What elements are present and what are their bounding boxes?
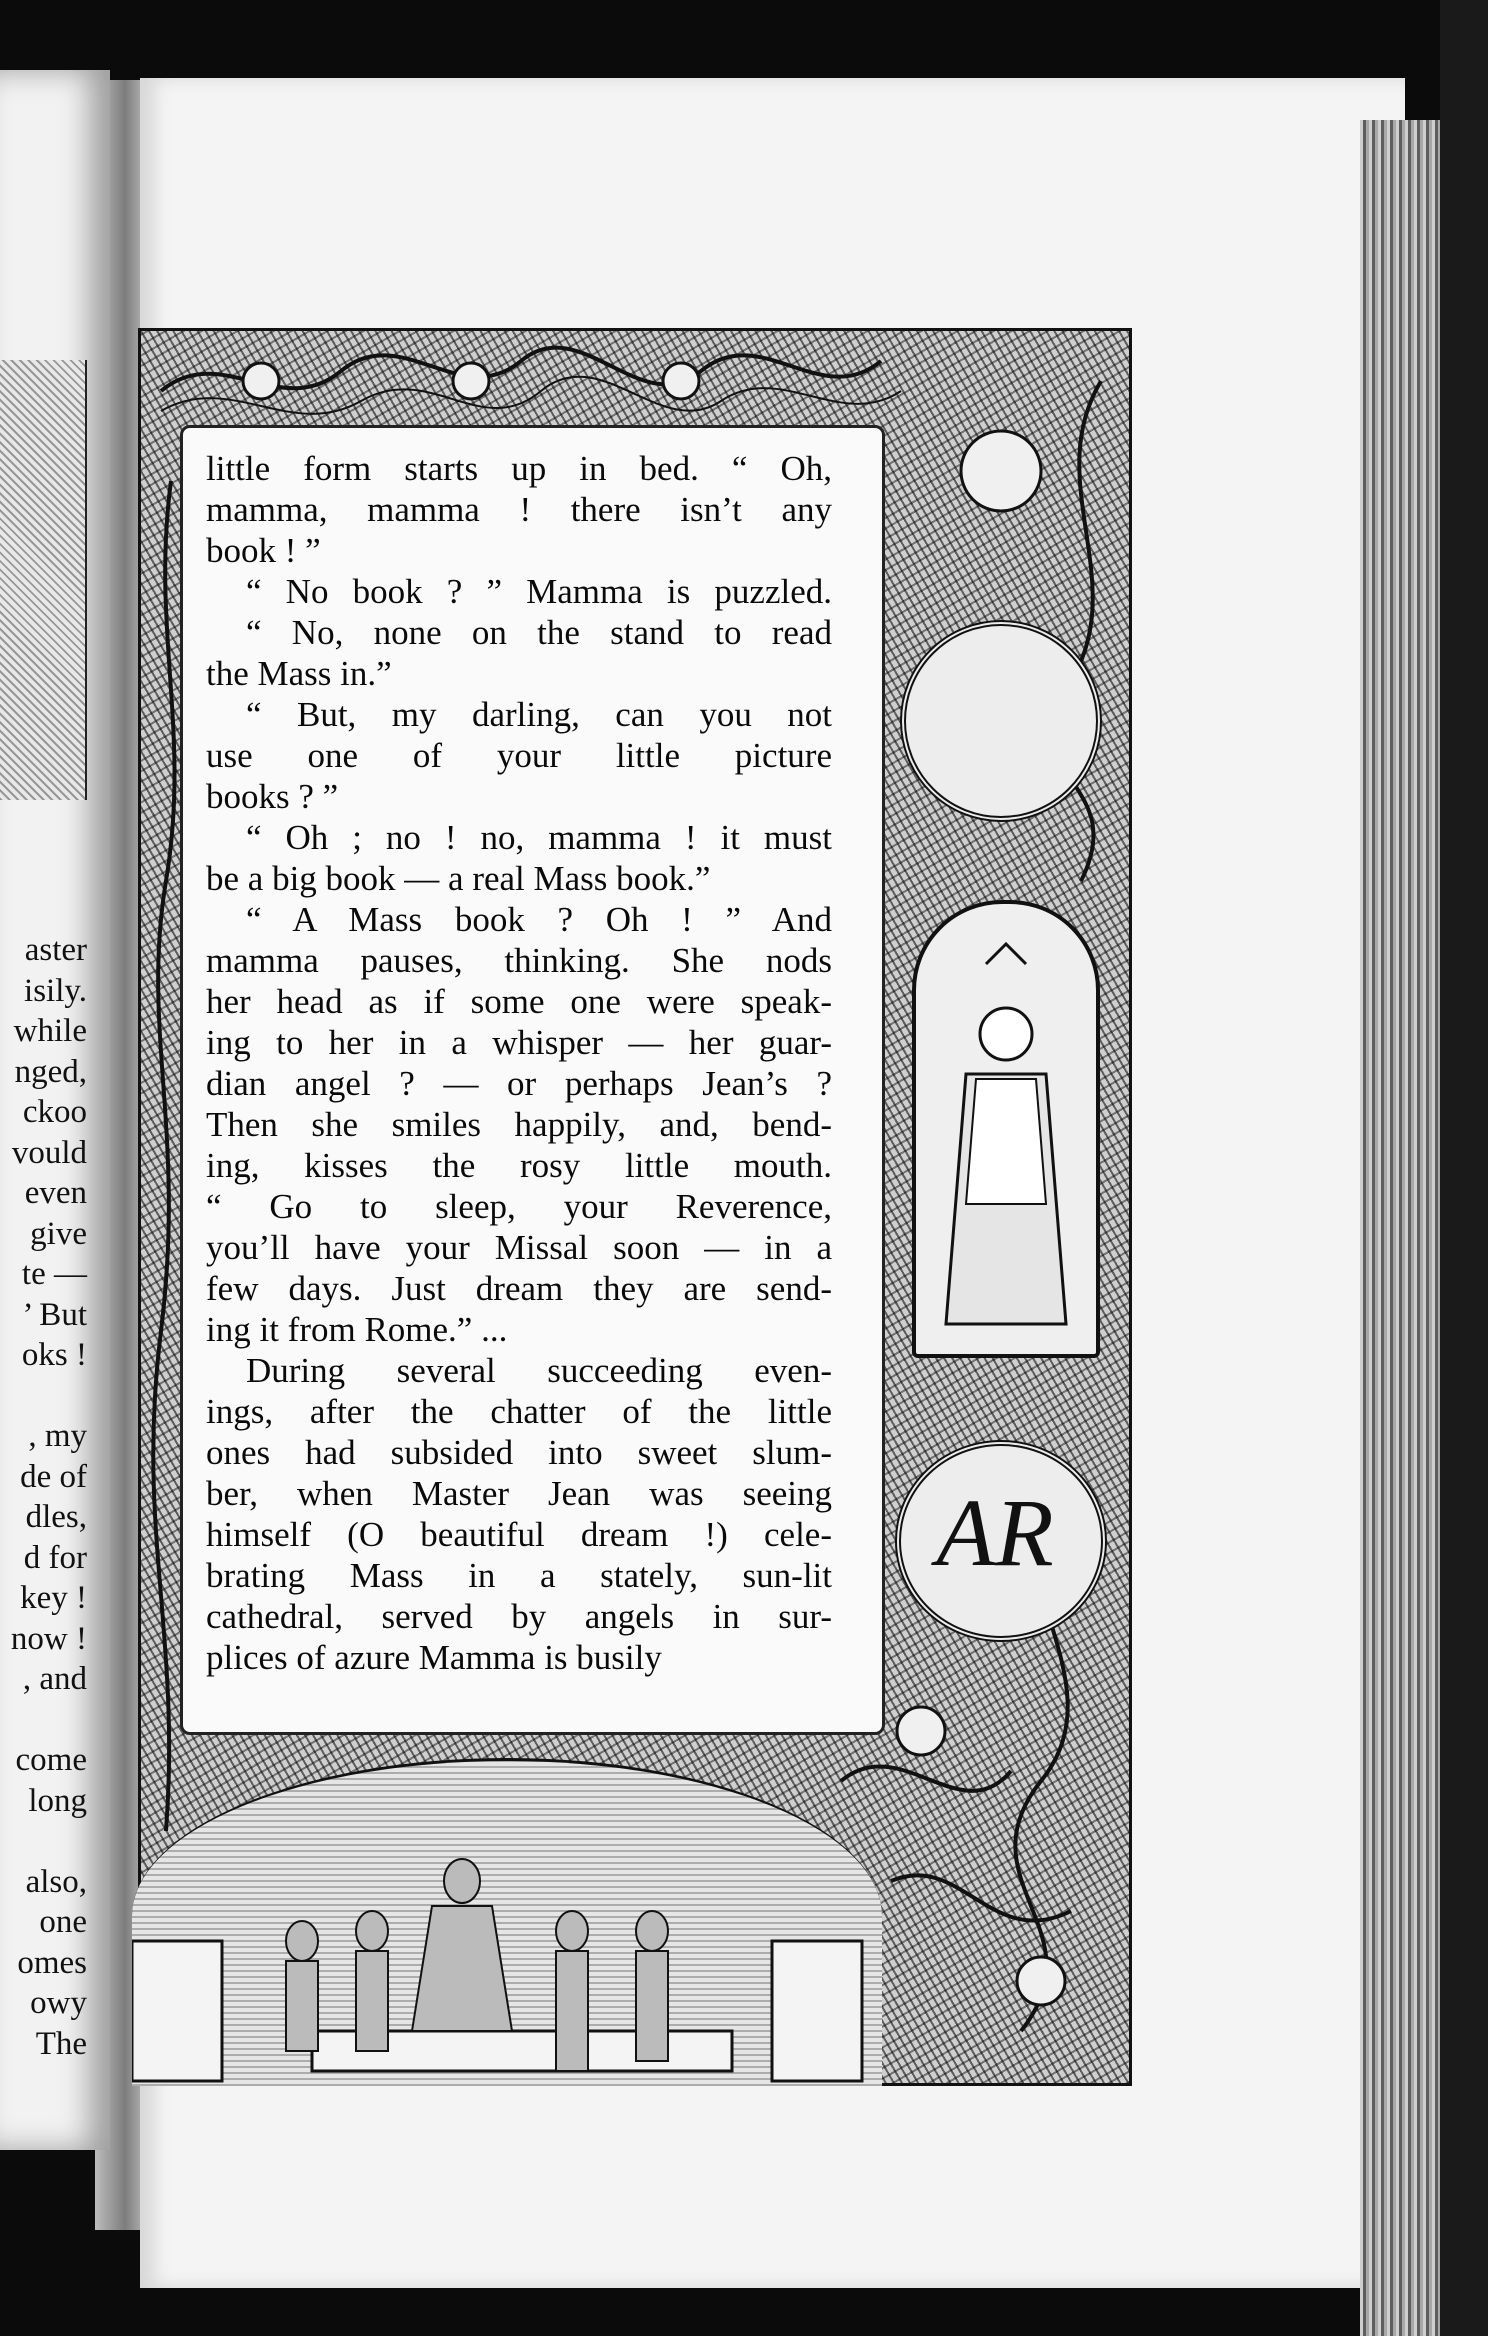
text-line: books ? ” (206, 777, 339, 816)
left-page-line: also, (25, 1863, 87, 1900)
left-page-line: vould (11, 1134, 87, 1171)
left-page-line: ckoo (22, 1094, 87, 1130)
text-line: ing, kisses the rosy little mouth. (206, 1146, 832, 1185)
book-edge-shadow (1440, 0, 1488, 2336)
text-line: “ Go to sleep, your Reverence, (206, 1187, 832, 1226)
text-line: “ A Mass book ? Oh ! ” And (246, 900, 832, 939)
left-page-line (0, 1700, 87, 1741)
text-line: ing to her in a whisper — her guar- (206, 1023, 832, 1062)
text-line: ones had subsided into sweet slum- (206, 1433, 832, 1472)
left-page-line: dles, (25, 1499, 87, 1535)
left-page-line: omes (17, 1944, 87, 1981)
left-page-text (0, 930, 87, 2064)
text-line: During several succeeding even- (246, 1351, 832, 1390)
left-page-line: key ! (20, 1580, 87, 1616)
left-page-line: ’ But (22, 1296, 87, 1333)
text-line: mamma pauses, thinking. She nods (206, 941, 832, 980)
text-line: ber, when Master Jean was seeing (206, 1474, 832, 1513)
left-page-line: d for (23, 1539, 87, 1576)
text-line: brating Mass in a stately, sun-lit (206, 1556, 832, 1595)
text-line: plices of azure Mamma is busily (206, 1638, 662, 1677)
left-page-line: oks ! (21, 1337, 87, 1373)
text-line: you’ll have your Missal soon — in a (206, 1228, 832, 1267)
mass-scene-figures (132, 1761, 882, 2086)
text-line: “ No book ? ” Mamma is puzzled. (246, 572, 832, 611)
left-page-line: , my (28, 1418, 87, 1454)
left-page-line: aster (24, 932, 87, 968)
left-page-line: isily. (24, 972, 87, 1009)
left-page-line: te — (21, 1256, 87, 1292)
text-line: cathedral, served by angels in sur- (206, 1597, 832, 1636)
mass-scene-illustration (132, 1758, 882, 2086)
text-line: ings, after the chatter of the little (206, 1392, 832, 1431)
text-line: her head as if some one were speak- (206, 982, 832, 1021)
text-line: book ! ” (206, 531, 321, 570)
left-page-illustration (0, 360, 87, 800)
monogram-letters: AR (936, 1479, 1054, 1586)
left-page-line: one (39, 1904, 87, 1940)
left-page-line: long (28, 1782, 87, 1819)
text-line: “ Oh ; no ! no, mamma ! it must (246, 818, 832, 857)
left-page-line (0, 1821, 87, 1862)
text-line: “ No, none on the stand to read (246, 613, 832, 652)
text-line: few days. Just dream they are send- (206, 1269, 832, 1308)
left-page-line: even (24, 1175, 87, 1211)
left-page-line: The (35, 2025, 87, 2062)
text-line: dian angel ? — or perhaps Jean’s ? (206, 1064, 832, 1103)
left-page-line: , and (22, 1661, 87, 1697)
left-page-line: now ! (10, 1620, 87, 1657)
altar-boy-figure (916, 904, 1096, 1354)
text-line: himself (O beautiful dream !) cele- (206, 1515, 832, 1554)
text-line: ing it from Rome.” ... (206, 1310, 508, 1349)
text-line: mamma, mamma ! there isn’t any (206, 490, 832, 529)
text-line: “ But, my darling, can you not (246, 695, 832, 734)
left-page-line (0, 1376, 87, 1417)
altar-boy-niche (912, 900, 1100, 1358)
left-page-line: come (15, 1742, 87, 1778)
left-page-line: de of (20, 1458, 87, 1495)
text-line: little form starts up in bed. “ Oh, (206, 449, 832, 488)
monogram-medallion (895, 1440, 1107, 1642)
left-page-line: nged, (14, 1053, 87, 1090)
text-line: use one of your little picture (206, 736, 832, 775)
text-line: the Mass in.” (206, 654, 392, 693)
left-page (0, 70, 110, 2150)
left-page-line: give (30, 1215, 87, 1252)
left-page-line: while (13, 1013, 87, 1049)
text-line: be a big book — a real Mass book.” (206, 859, 711, 898)
page-body-text (206, 448, 832, 1678)
left-page-line: owy (30, 1985, 87, 2021)
angel-medallion (900, 620, 1102, 822)
text-line: Then she smiles happily, and, bend- (206, 1105, 832, 1144)
